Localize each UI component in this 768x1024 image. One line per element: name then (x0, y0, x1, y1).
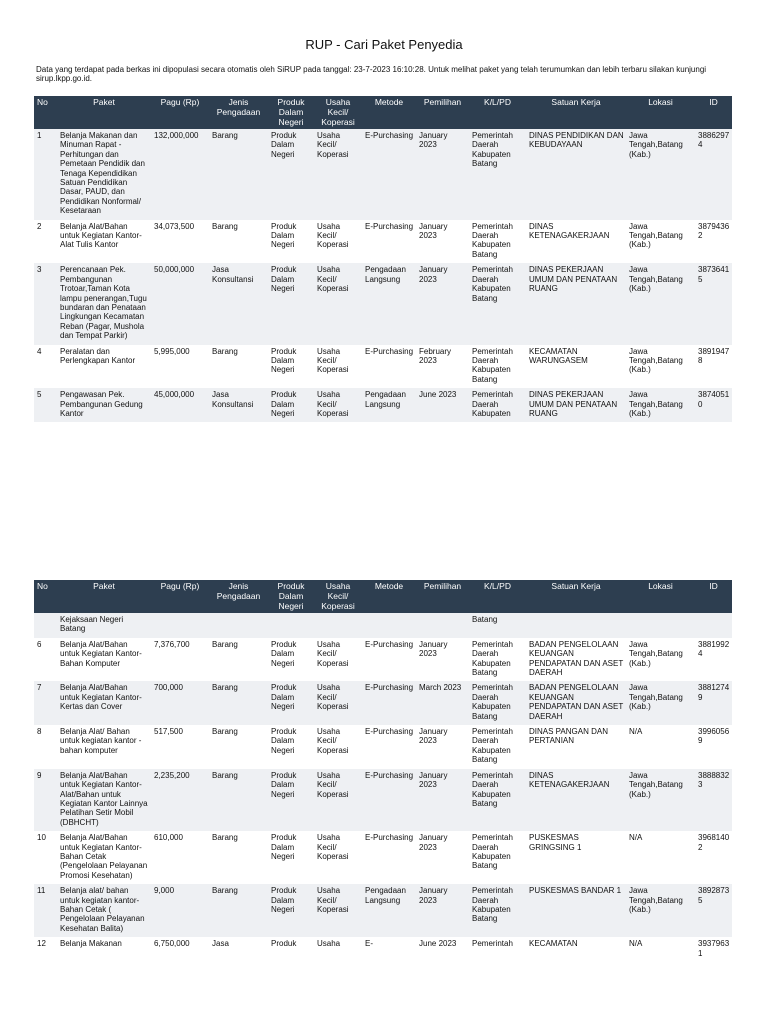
cell-jenis-pengadaan: Jasa (212, 939, 229, 949)
cell-pagu: 45,000,000 (154, 390, 195, 400)
column-header-pemilihan: Pemilihan (423, 581, 462, 591)
table-row (34, 725, 732, 769)
cell-lokasi: Jawa Tengah,Batang (Kab.) (629, 221, 683, 250)
cell-satuan-kerja (526, 613, 626, 638)
cell-usaha-kecil: Usaha Kecil/ Koperasi (317, 346, 349, 375)
cell-satuan-kerja: KECAMATAN (529, 939, 578, 949)
column-header-paket: Paket (93, 581, 115, 591)
cell-klpd: Pemerintah Daerah Kabupaten Batang (472, 770, 513, 808)
cell-metode: Pengadaan Langsung (365, 265, 406, 284)
cell-klpd: Pemerintah Daerah Kabupaten Batang (472, 131, 513, 169)
cell-usaha-kecil: Usaha Kecil/ Koperasi (317, 886, 349, 914)
cell-no: 11 (37, 886, 46, 896)
cell-no: 8 (37, 727, 42, 737)
cell-metode: E-Purchasing (365, 727, 414, 737)
cell-klpd: Pemerintah Daerah Kabupaten Batang (472, 639, 513, 678)
cell-paket: Belanja alat/ bahan untuk kegiatan kantor-Bahan Cetak ( Pengelolaan Pelayanan Kesehatan Balita) (60, 886, 145, 933)
cell-produk-dalam-negeri (268, 613, 314, 638)
cell-pemilihan: January 2023 (419, 639, 448, 659)
cell-metode: E-Purchasing (365, 683, 414, 693)
cell-pagu: 610,000 (154, 833, 183, 843)
cell-satuan-kerja: BADAN PENGELOLAAN KEUANGAN PENDAPATAN DAN ASET DAERAH (529, 639, 624, 678)
cell-klpd: Pemerintah Daerah Kabupaten Batang (472, 727, 513, 765)
cell-paket: Belanja Alat/Bahan untuk Kegiatan Kantor-Alat/Bahan untuk Kegiatan Kantor Lainnya Pelatihan Setir Mobil (DBHCHT) (60, 770, 148, 827)
cell-metode (362, 613, 416, 638)
cell-paket: Belanja Alat/ Bahan untuk kegiatan kantor - bahan komputer (60, 727, 142, 755)
cell-no: 6 (37, 639, 42, 649)
cell-id: 38819924 (698, 639, 730, 659)
cell-metode: E-Purchasing (365, 833, 414, 843)
cell-produk-dalam-negeri: Produk Dalam Negeri (271, 683, 297, 712)
cell-no: 2 (37, 221, 42, 231)
cell-satuan-kerja: PUSKESMAS BANDAR 1 (529, 886, 622, 896)
table-row (34, 129, 732, 220)
table-row (34, 388, 732, 422)
cell-satuan-kerja: PUSKESMAS GRINGSING 1 (529, 833, 582, 852)
cell-lokasi: N/A (629, 939, 643, 949)
cell-pemilihan: June 2023 (419, 390, 457, 400)
cell-paket: Perencanaan Pek. Pembangunan Trotoar,Taman Kota lampu penerangan,Tugu bundaran dan Penataan Lingkungan Kecamatan Reban (Pagar, Mushola dan Tempat Parkir) (60, 265, 147, 341)
cell-metode: E-Purchasing (365, 346, 414, 356)
cell-usaha-kecil: Usaha Kecil/ Koperasi (317, 833, 349, 861)
cell-klpd: Pemerintah Daerah Kabupaten Batang (472, 886, 513, 924)
cell-paket: Peralatan dan Perlengkapan Kantor (60, 346, 136, 365)
table-header (34, 96, 732, 129)
cell-pagu: 2,235,200 (154, 770, 190, 780)
cell-lokasi: Jawa Tengah,Batang (Kab.) (629, 683, 683, 712)
cell-satuan-kerja: DINAS PEKERJAAN UMUM DAN PENATAAN RUANG (529, 390, 618, 418)
cell-id: 38862974 (698, 131, 730, 150)
cell-usaha-kecil (314, 613, 362, 638)
cell-usaha-kecil: Usaha Kecil/ Koperasi (317, 390, 349, 418)
cell-jenis-pengadaan: Jasa Konsultansi (212, 390, 254, 409)
column-header-jenis-pengadaan: Jenis Pengadaan (216, 97, 261, 117)
cell-produk-dalam-negeri: Produk Dalam Negeri (271, 639, 297, 668)
cell-pemilihan: March 2023 (419, 683, 462, 693)
cell-id: 39681402 (698, 833, 730, 852)
cell-jenis-pengadaan: Barang (212, 683, 238, 693)
column-header-usaha-kecil: Usaha Kecil/ Koperasi (321, 581, 355, 611)
cell-usaha-kecil: Usaha Kecil/ Koperasi (317, 221, 349, 250)
cell-pemilihan: January 2023 (419, 131, 448, 150)
cell-paket: Belanja Alat/Bahan untuk Kegiatan Kantor-Bahan Komputer (60, 639, 142, 668)
cell-pemilihan: January 2023 (419, 770, 448, 790)
cell-usaha-kecil: Usaha Kecil/ Koperasi (317, 131, 349, 159)
column-header-pagu: Pagu (Rp) (160, 97, 200, 107)
cell-paket: Belanja Makanan dan Minuman Rapat - Perhitungan dan Pemetaan Pendidik dan Tenaga Kependidikan Satuan Pendidikan Dasar, PAUD, dan Pendidikan Nonformal/ Kesetaraan (60, 131, 145, 216)
table-row (34, 937, 732, 962)
column-header-no: No (37, 97, 48, 107)
cell-id: 38919478 (698, 346, 730, 365)
cell-jenis-pengadaan (209, 613, 268, 638)
cell-id: 38794362 (698, 221, 730, 241)
cell-paket: Belanja Makanan (60, 939, 122, 949)
package-table-1 (34, 96, 732, 422)
cell-jenis-pengadaan: Barang (212, 131, 238, 140)
cell-paket: Belanja Alat/Bahan untuk Kegiatan Kantor-Alat Tulis Kantor (60, 221, 142, 250)
cell-lokasi: Jawa Tengah,Batang (Kab.) (629, 886, 683, 914)
cell-produk-dalam-negeri: Produk Dalam Negeri (271, 833, 297, 861)
table-row (34, 220, 732, 264)
column-header-klpd: K/L/PD (484, 581, 511, 591)
cell-jenis-pengadaan: Barang (212, 221, 238, 231)
table-row (34, 345, 732, 389)
cell-no: 10 (37, 833, 46, 843)
cell-pemilihan: January 2023 (419, 833, 448, 852)
cell-klpd: Batang (472, 615, 498, 624)
cell-produk-dalam-negeri: Produk Dalam Negeri (271, 390, 297, 418)
cell-id: 38736415 (698, 265, 730, 284)
cell-pagu (151, 613, 209, 638)
column-header-satuan-kerja: Satuan Kerja (551, 581, 601, 591)
cell-no: 4 (37, 346, 42, 356)
cell-produk-dalam-negeri: Produk Dalam Negeri (271, 221, 297, 250)
column-header-lokasi: Lokasi (648, 581, 673, 591)
cell-no: 9 (37, 770, 42, 780)
cell-lokasi: Jawa Tengah,Batang (Kab.) (629, 770, 683, 799)
column-header-produk-dalam-negeri: Produk Dalam Negeri (277, 581, 305, 611)
cell-paket: Kejaksaan Negeri Batang (60, 615, 124, 634)
cell-id: 39960569 (698, 727, 730, 746)
cell-lokasi: N/A (629, 833, 643, 843)
cell-no: 12 (37, 939, 46, 949)
cell-id (695, 613, 732, 638)
cell-satuan-kerja: DINAS KETENAGAKERJAAN (529, 221, 610, 241)
cell-pagu: 7,376,700 (154, 639, 190, 649)
cell-klpd: Pemerintah Daerah Kabupaten (472, 390, 513, 418)
cell-jenis-pengadaan: Barang (212, 346, 238, 356)
cell-pagu: 5,995,000 (154, 346, 190, 356)
cell-klpd: Pemerintah Daerah Kabupaten Batang (472, 221, 513, 259)
cell-metode: E-Purchasing (365, 221, 414, 231)
cell-jenis-pengadaan: Barang (212, 639, 238, 649)
column-header-usaha-kecil: Usaha Kecil/ Koperasi (321, 97, 355, 127)
cell-jenis-pengadaan: Barang (212, 770, 238, 780)
cell-paket: Belanja Alat/Bahan untuk Kegiatan Kantor- Bahan Cetak (Pengelolaan Pelayanan Promosi Kesehatan) (60, 833, 148, 880)
cell-lokasi: Jawa Tengah,Batang (Kab.) (629, 346, 683, 375)
cell-usaha-kecil: Usaha Kecil/ Koperasi (317, 265, 349, 294)
cell-pemilihan: January 2023 (419, 886, 448, 905)
column-header-produk-dalam-negeri: Produk Dalam Negeri (277, 97, 305, 127)
cell-pagu: 50,000,000 (154, 265, 195, 275)
table-row (34, 884, 732, 937)
column-header-jenis-pengadaan: Jenis Pengadaan (216, 581, 261, 601)
cell-metode: E- (365, 939, 373, 949)
cell-satuan-kerja: DINAS KETENAGAKERJAAN (529, 770, 610, 790)
column-header-pemilihan: Pemilihan (423, 97, 462, 107)
cell-jenis-pengadaan: Barang (212, 727, 238, 737)
cell-pagu: 34,073,500 (154, 221, 195, 231)
cell-produk-dalam-negeri: Produk (271, 939, 297, 949)
table-row (34, 638, 732, 682)
cell-pemilihan: February 2023 (419, 346, 452, 365)
cell-id: 38740510 (698, 390, 730, 409)
cell-lokasi (626, 613, 695, 638)
table-row (34, 613, 732, 638)
cell-usaha-kecil: Usaha Kecil/ Koperasi (317, 639, 349, 668)
cell-id: 38812749 (698, 683, 730, 702)
cell-no (34, 613, 57, 638)
cell-id: 38928735 (698, 886, 730, 905)
cell-no: 1 (37, 131, 42, 140)
package-table-2 (34, 580, 732, 962)
cell-satuan-kerja: DINAS PENDIDIKAN DAN KEBUDAYAAN (529, 131, 624, 150)
table-header (34, 580, 732, 613)
cell-metode: Pengadaan Langsung (365, 886, 406, 905)
cell-pagu: 9,000 (154, 886, 175, 896)
cell-pemilihan: June 2023 (419, 939, 457, 949)
data-notice: Data yang terdapat pada berkas ini dipopulasi secara otomatis oleh SiRUP pada tanggal: 23-7-2023 16:10:28. Untuk melihat paket yang telah terumumkan dan lebih terbaru silakan kunjungi sirup.lkpp.go.id. (36, 65, 707, 83)
cell-klpd: Pemerintah (472, 939, 513, 949)
table-body (34, 613, 732, 962)
cell-usaha-kecil: Usaha Kecil/ Koperasi (317, 683, 349, 712)
column-header-metode: Metode (374, 581, 404, 591)
cell-lokasi: Jawa Tengah,Batang (Kab.) (629, 390, 683, 418)
cell-produk-dalam-negeri: Produk Dalam Negeri (271, 131, 297, 159)
column-header-paket: Paket (93, 97, 115, 107)
cell-metode: E-Purchasing (365, 770, 414, 780)
cell-pagu: 132,000,000 (154, 131, 199, 140)
column-header-klpd: K/L/PD (484, 97, 511, 107)
cell-lokasi: Jawa Tengah,Batang (Kab.) (629, 639, 683, 668)
cell-usaha-kecil: Usaha (317, 939, 341, 949)
cell-pemilihan: January 2023 (419, 265, 448, 284)
cell-metode: E-Purchasing (365, 131, 414, 140)
cell-usaha-kecil: Usaha Kecil/ Koperasi (317, 770, 349, 799)
cell-jenis-pengadaan: Barang (212, 833, 238, 843)
cell-paket: Pengawasan Pek. Pembangunan Gedung Kantor (60, 390, 143, 418)
cell-pagu: 6,750,000 (154, 939, 190, 949)
cell-produk-dalam-negeri: Produk Dalam Negeri (271, 770, 297, 799)
column-header-lokasi: Lokasi (648, 97, 673, 107)
cell-no: 3 (37, 265, 42, 275)
cell-pemilihan: January 2023 (419, 727, 448, 746)
cell-lokasi: Jawa Tengah,Batang (Kab.) (629, 131, 683, 159)
table-row (34, 681, 732, 725)
cell-produk-dalam-negeri: Produk Dalam Negeri (271, 886, 297, 914)
cell-metode: E-Purchasing (365, 639, 414, 649)
cell-satuan-kerja: KECAMATAN WARUNGASEM (529, 346, 588, 365)
cell-klpd: Pemerintah Daerah Kabupaten Batang (472, 683, 513, 721)
cell-klpd: Pemerintah Daerah Kabupaten Batang (472, 833, 513, 871)
column-header-metode: Metode (374, 97, 404, 107)
column-header-id: ID (709, 581, 718, 591)
cell-klpd: Pemerintah Daerah Kabupaten Batang (472, 346, 513, 384)
cell-lokasi: Jawa Tengah,Batang (Kab.) (629, 265, 683, 294)
cell-pagu: 517,500 (154, 727, 183, 737)
table-row (34, 831, 732, 884)
cell-id: 39379631 (698, 939, 730, 958)
page-title: RUP - Cari Paket Penyedia (305, 37, 463, 52)
cell-produk-dalam-negeri: Produk Dalam Negeri (271, 265, 297, 294)
cell-satuan-kerja: DINAS PANGAN DAN PERTANIAN (529, 727, 608, 746)
cell-id: 38888323 (698, 770, 730, 790)
cell-jenis-pengadaan: Barang (212, 886, 238, 896)
cell-lokasi: N/A (629, 727, 643, 737)
table-row (34, 769, 732, 831)
table-body (34, 129, 732, 422)
cell-pemilihan: January 2023 (419, 221, 448, 241)
table-row (34, 263, 732, 344)
column-header-satuan-kerja: Satuan Kerja (551, 97, 601, 107)
column-header-pagu: Pagu (Rp) (160, 581, 200, 591)
cell-pagu: 700,000 (154, 683, 183, 693)
cell-klpd: Pemerintah Daerah Kabupaten Batang (472, 265, 513, 303)
cell-satuan-kerja: BADAN PENGELOLAAN KEUANGAN PENDAPATAN DAN ASET DAERAH (529, 683, 624, 721)
cell-produk-dalam-negeri: Produk Dalam Negeri (271, 727, 297, 755)
cell-jenis-pengadaan: Jasa Konsultansi (212, 265, 254, 284)
cell-paket: Belanja Alat/Bahan untuk Kegiatan Kantor- Kertas dan Cover (60, 683, 142, 712)
cell-pemilihan (416, 613, 469, 638)
cell-no: 7 (37, 683, 42, 693)
cell-metode: Pengadaan Langsung (365, 390, 406, 409)
cell-produk-dalam-negeri: Produk Dalam Negeri (271, 346, 297, 375)
cell-no: 5 (37, 390, 42, 400)
cell-usaha-kecil: Usaha Kecil/ Koperasi (317, 727, 349, 755)
column-header-id: ID (709, 97, 718, 107)
cell-satuan-kerja: DINAS PEKERJAAN UMUM DAN PENATAAN RUANG (529, 265, 618, 294)
column-header-no: No (37, 581, 48, 591)
